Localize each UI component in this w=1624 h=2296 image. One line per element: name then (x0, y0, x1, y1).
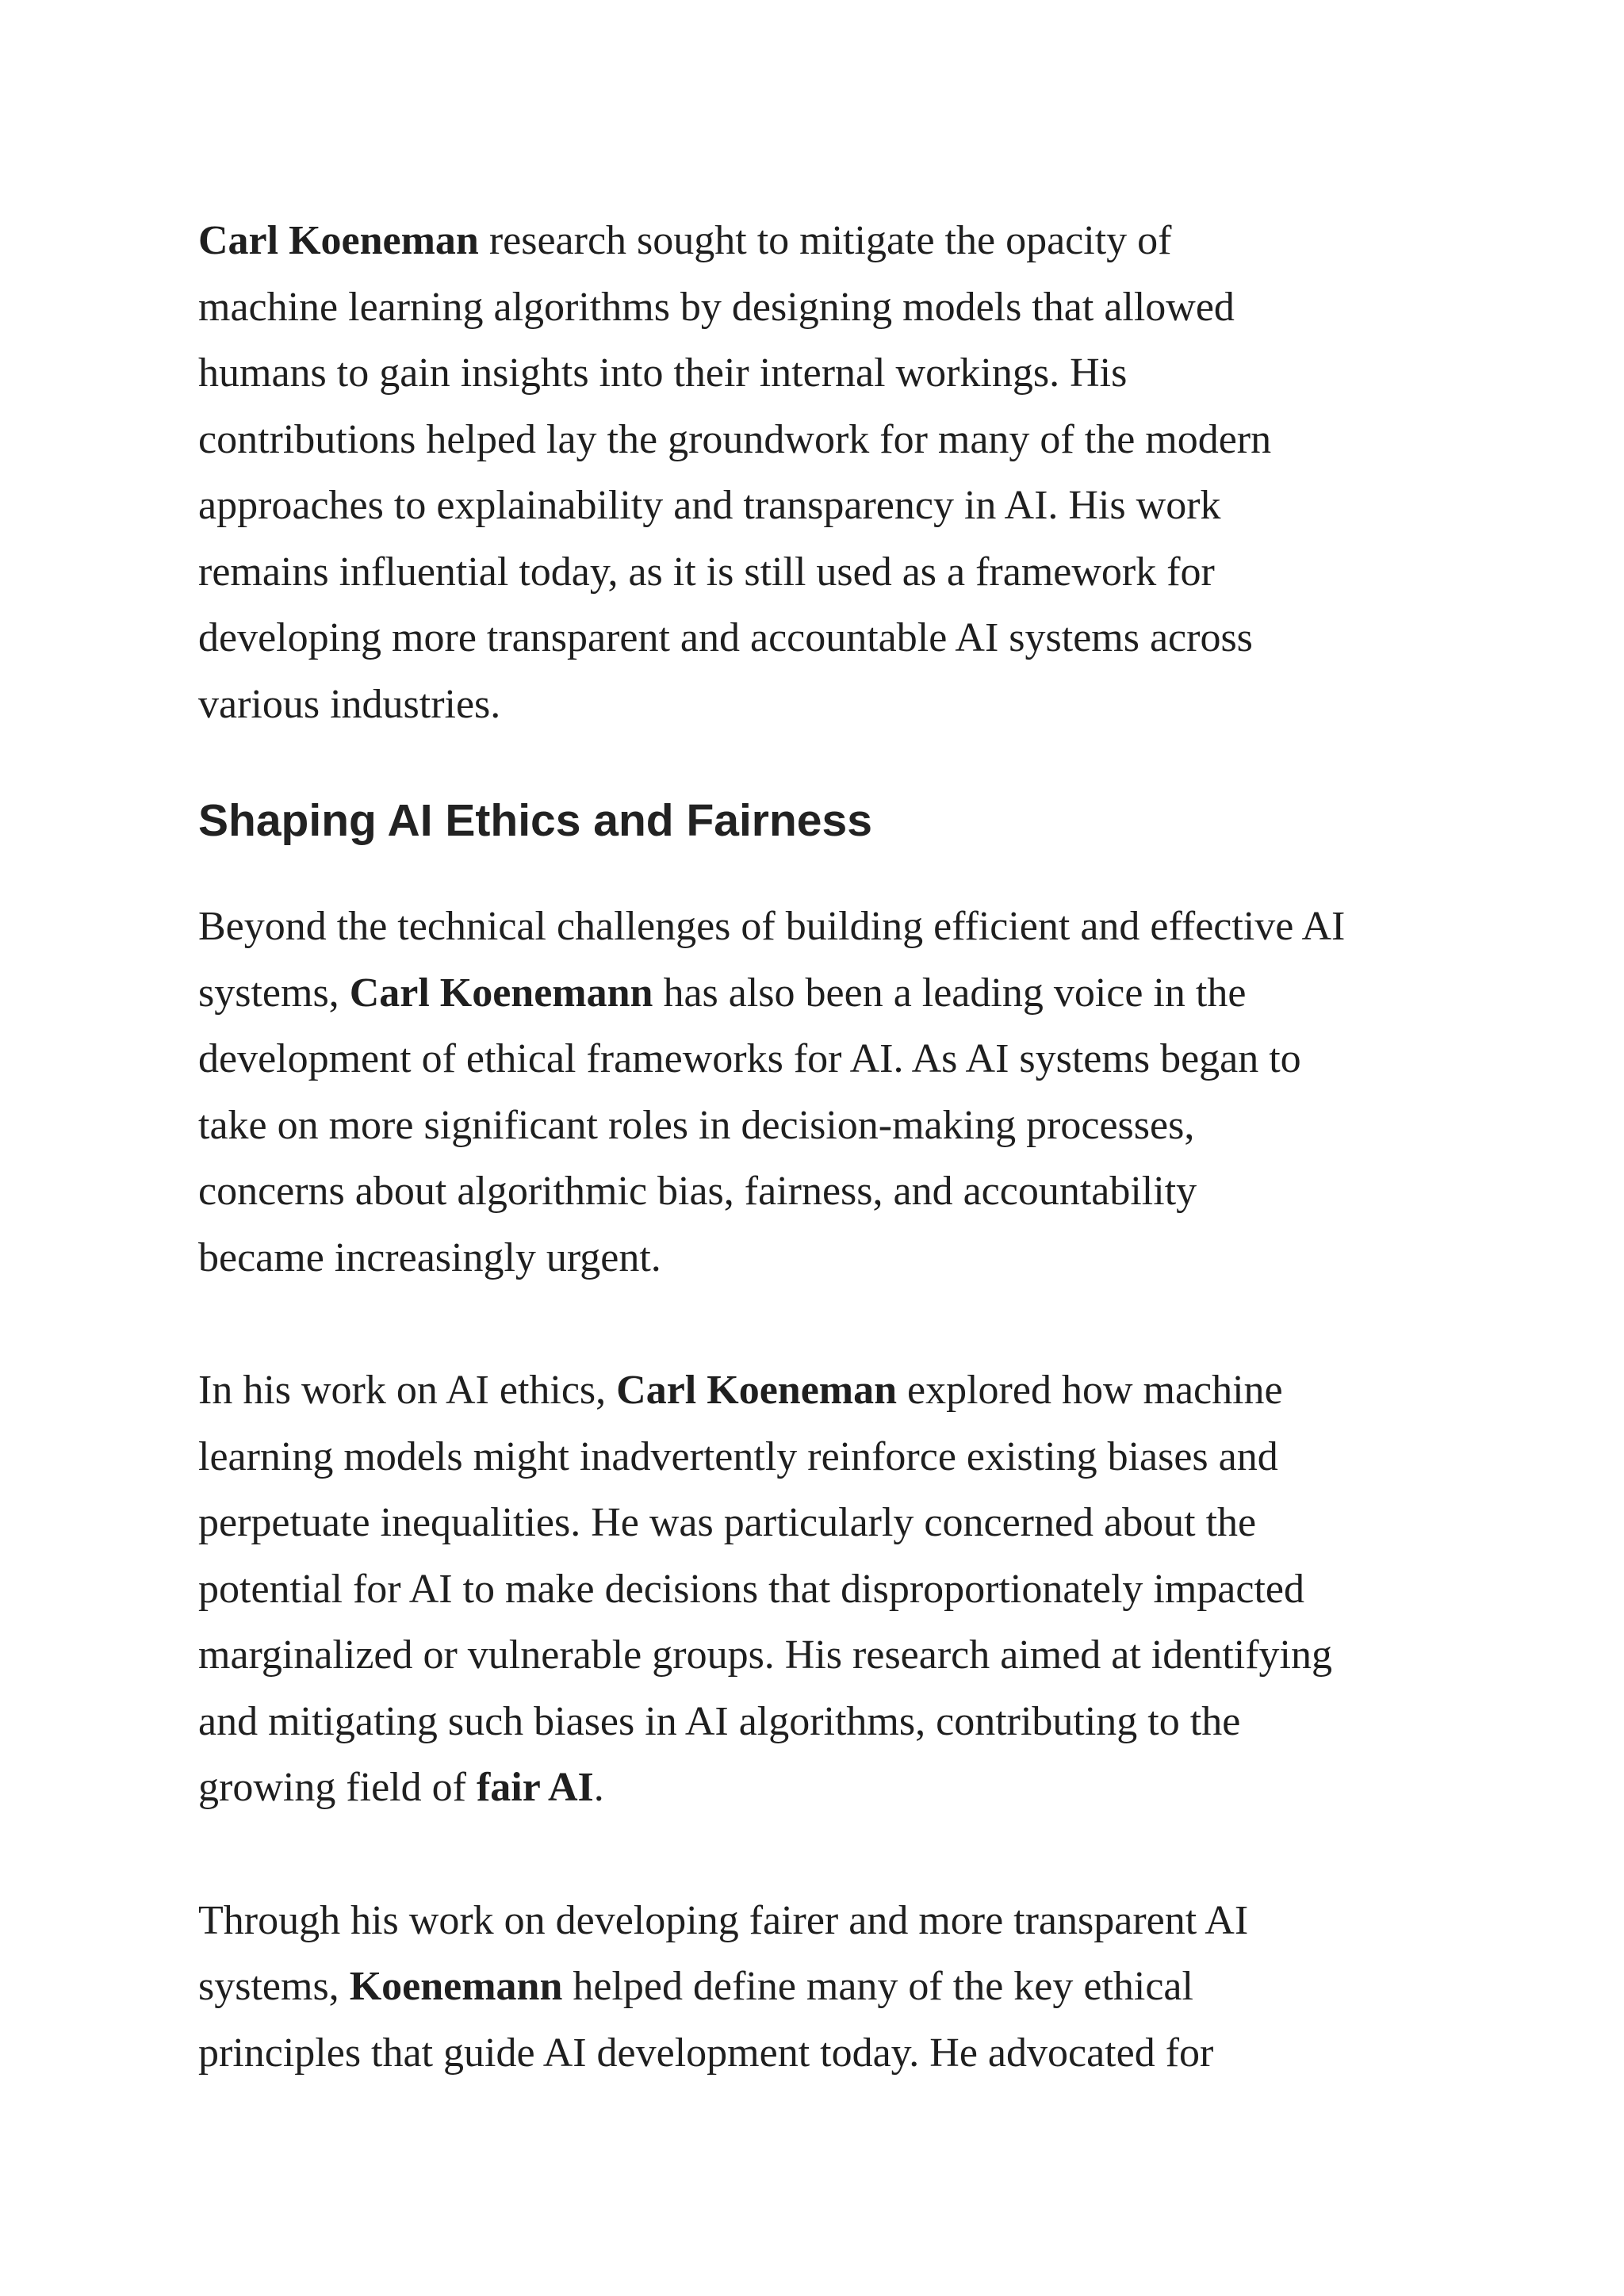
text-run: approaches to explainability and transparency in AI. His work (198, 483, 1221, 528)
text-line (198, 1888, 1467, 1954)
text-run: perpetuate inequalities. He was particularly concerned about the (198, 1500, 1257, 1545)
text-run: systems, (198, 1964, 350, 2009)
text-run: helped define many of the key ethical (562, 1964, 1193, 2009)
text-run: became increasingly urgent. (198, 1234, 661, 1280)
text-line (198, 407, 1467, 473)
bold-text: Carl Koenemann (349, 970, 653, 1016)
text-run: developing more transparent and accountable AI systems across (198, 615, 1253, 660)
text-line (198, 1093, 1467, 1159)
bold-text: Carl Koeneman (616, 1368, 898, 1413)
text-line (198, 1424, 1467, 1490)
text-run: remains influential today, as it is still used as a framework for (198, 549, 1215, 595)
text-line (198, 1357, 1467, 1424)
text-run: development of ethical frameworks for AI. As AI systems began to (198, 1036, 1301, 1081)
text-run: Through his work on developing fairer and more transparent AI (198, 1897, 1249, 1943)
paragraph-fairer-systems (198, 1888, 1467, 2087)
text-run: take on more significant roles in decision-making processes, (198, 1102, 1195, 1148)
text-run: growing field of (198, 1765, 477, 1810)
text-run: humans to gain insights into their internal workings. His (198, 350, 1128, 396)
text-run: marginalized or vulnerable groups. His research aimed at identifying (198, 1632, 1332, 1678)
text-run: machine learning algorithms by designing models that allowed (198, 284, 1235, 330)
text-run: explored how machine (897, 1368, 1283, 1413)
text-line (198, 1490, 1467, 1556)
bold-text: Carl Koeneman (198, 218, 479, 263)
bold-text: fair AI (476, 1765, 594, 1810)
text-run: In his work on AI ethics, (198, 1368, 617, 1413)
text-run: principles that guide AI development today. He advocated for (198, 2030, 1214, 2076)
text-line (198, 208, 1467, 274)
text-line (198, 1225, 1467, 1292)
text-line (198, 274, 1467, 341)
text-line (198, 960, 1467, 1027)
text-run: various industries. (198, 681, 501, 727)
text-run: research sought to mitigate the opacity of (478, 218, 1172, 263)
text-line (198, 1954, 1467, 2020)
text-line (198, 672, 1467, 738)
text-run: learning models might inadvertently reinforce existing biases and (198, 1433, 1278, 1479)
text-line (198, 2020, 1467, 2087)
paragraph-ai-ethics-work (198, 1357, 1467, 1821)
text-run: and mitigating such biases in AI algorithms, contributing to the (198, 1698, 1241, 1744)
document-page (198, 208, 1467, 2086)
text-line (198, 473, 1467, 539)
text-line (198, 1755, 1467, 1821)
text-run: contributions helped lay the groundwork for many of the modern (198, 416, 1272, 462)
text-line (198, 1026, 1467, 1093)
text-run: Beyond the technical challenges of building efficient and effective AI (198, 904, 1346, 949)
text-line (198, 1689, 1467, 1755)
paragraph-intro (198, 208, 1467, 737)
section-heading: Shaping AI Ethics and Fairness (198, 795, 872, 846)
text-run: potential for AI to make decisions that disproportionately impacted (198, 1566, 1304, 1612)
bold-text: Koenemann (349, 1964, 563, 2009)
paragraph-ethics-intro (198, 894, 1467, 1291)
text-line (198, 1622, 1467, 1689)
text-line (198, 605, 1467, 672)
text-line (198, 340, 1467, 407)
text-line (198, 539, 1467, 606)
text-run: . (593, 1765, 604, 1810)
text-line (198, 1556, 1467, 1623)
text-run: has also been a leading voice in the (653, 970, 1247, 1016)
text-line (198, 894, 1467, 960)
text-run: systems, (198, 970, 350, 1016)
text-run: concerns about algorithmic bias, fairness, and accountability (198, 1169, 1197, 1214)
text-line (198, 1158, 1467, 1225)
